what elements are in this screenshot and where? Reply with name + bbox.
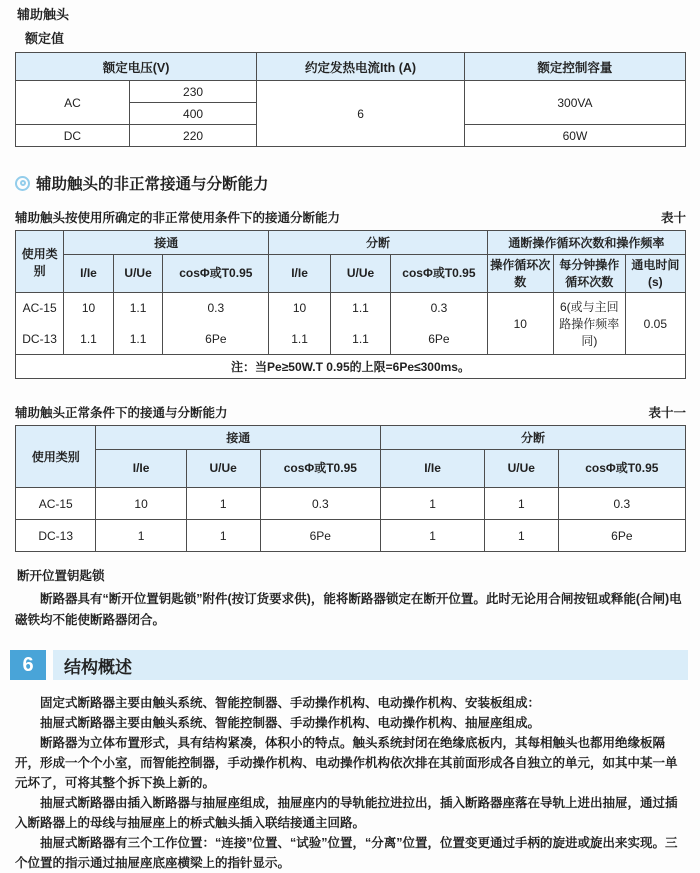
- cell-make-uue: 1: [186, 520, 260, 552]
- cell-break-iie: 1: [381, 520, 485, 552]
- cell-on-time: 0.05: [625, 293, 685, 355]
- col-group-break: 分断: [269, 231, 487, 255]
- cell-make-cos: 6Pe: [163, 324, 269, 355]
- col-header-uue: U/Ue: [484, 450, 558, 488]
- table-header-row: [16, 53, 686, 81]
- cell-ac-label: AC: [16, 81, 130, 125]
- cell-voltage-230: 230: [129, 81, 256, 103]
- col-header-control-capacity: 额定控制容量: [464, 53, 685, 81]
- col-header-iie: I/Ie: [64, 255, 114, 293]
- col-header-iie: I/Ie: [381, 450, 485, 488]
- cell-break-uue: 1: [484, 488, 558, 520]
- cell-op-cycles: 10: [487, 293, 553, 355]
- section6-title: 结构概述: [64, 657, 132, 677]
- structure-paragraph: 断路器为立体布置形式，具有结构紧凑，体积小的特点。触头系统封闭在绝缘底板内，其每相触头也都用绝缘板隔开，形成一个个小室，而智能控制器，手动操作机构、电动操作机构依次排在其前面形成各自独立的单元，如其中某一单元坏了，可将其整个拆下换上新的。: [15, 736, 678, 790]
- col-header-cos: cosΦ或T0.95: [558, 450, 685, 488]
- table11-caption-row: [15, 403, 686, 421]
- cell-make-cos: 6Pe: [260, 520, 381, 552]
- cell-capacity-dc: 60W: [464, 125, 685, 147]
- col-group-cycles: 通断操作循环次数和操作频率: [487, 231, 685, 255]
- cell-capacity-ac: 300VA: [464, 81, 685, 125]
- table-row-ac15: [16, 293, 686, 324]
- col-header-cycles-per-min: 每分钟操作循环次数: [553, 255, 625, 293]
- table-subheader-row: [16, 450, 686, 488]
- col-header-cos: cosΦ或T0.95: [391, 255, 487, 293]
- table11-caption: 辅助触头正常条件下的接通与分断能力: [15, 406, 228, 420]
- col-header-on-time: 通电时间(s): [625, 255, 685, 293]
- structure-paragraph: 抽屉式断路器由插入断路器与抽屉座组成，抽屉座内的导轨能拉进拉出，插入断路器座落在导轨上进出抽屉，通过插入断路器上的母线与抽屉座上的桥式触头插入联结接通主回路。: [15, 796, 678, 830]
- col-header-use-class: 使用类别: [16, 231, 64, 293]
- table10-number: 表十: [660, 211, 686, 225]
- subheading-rated-values: 额定值: [25, 31, 65, 46]
- cell-break-uue: 1.1: [330, 324, 390, 355]
- heading-open-position-keylock: 断开位置钥匙锁: [17, 569, 105, 583]
- section-title-band: [53, 650, 688, 680]
- cell-make-cos: 0.3: [260, 488, 381, 520]
- cell-use-class: AC-15: [16, 293, 64, 324]
- cell-break-cos: 0.3: [391, 293, 487, 324]
- cell-voltage-400: 400: [129, 103, 256, 125]
- table-subheader-row: [16, 255, 686, 293]
- col-group-break: 分断: [381, 426, 686, 450]
- col-header-use-class: 使用类别: [16, 426, 96, 488]
- cell-make-iie: 1.1: [64, 324, 114, 355]
- col-header-uue: U/Ue: [330, 255, 390, 293]
- cell-break-uue: 1.1: [330, 293, 390, 324]
- table-row-ac15: [16, 488, 686, 520]
- cell-break-cos: 6Pe: [391, 324, 487, 355]
- col-header-rated-voltage: 额定电压(V): [16, 53, 257, 81]
- section-header-abnormal-capacity: [15, 172, 686, 194]
- table-header-row: [16, 231, 686, 255]
- cell-break-cos: 0.3: [558, 488, 685, 520]
- cell-voltage-220: 220: [129, 125, 256, 147]
- cell-make-iie: 1: [96, 520, 186, 552]
- section-number-badge: 6: [10, 650, 46, 680]
- col-header-uue: U/Ue: [186, 450, 260, 488]
- cell-break-iie: 1: [381, 488, 485, 520]
- table-header-row: [16, 426, 686, 450]
- cell-make-iie: 10: [64, 293, 114, 324]
- table11-number: 表十一: [648, 406, 686, 420]
- cell-make-uue: 1.1: [113, 324, 163, 355]
- table-note: 注：当Pe≥50W.T 0.95的上限=6Pe≤300ms。: [16, 355, 686, 379]
- structure-paragraph: 抽屉式断路器主要由触头系统、智能控制器、手动操作机构、电动操作机构、抽屉座组成。: [40, 716, 541, 730]
- col-header-iie: I/Ie: [96, 450, 186, 488]
- table-row: [16, 81, 686, 103]
- col-header-iie: I/Ie: [269, 255, 331, 293]
- col-header-op-cycles: 操作循环次数: [487, 255, 553, 293]
- structure-paragraph: 抽屉式断路器有三个工作位置：“连接”位置、“试验”位置，“分离”位置，位置变更通过手柄的旋进或旋出来实现。三个位置的指示通过抽屉座底座横梁上的指针显示。: [15, 836, 678, 870]
- keylock-paragraph: 断路器具有“断开位置钥匙锁”附件(按订货要求供)，能将断路器锁定在断开位置。此时无论用合闸按钮或释能(合闸)电磁铁均不能使断路器闭合。: [15, 592, 682, 627]
- col-group-make: 接通: [64, 231, 269, 255]
- double-circle-icon: [15, 176, 30, 191]
- cell-make-uue: 1: [186, 488, 260, 520]
- cell-ith-value: 6: [257, 81, 465, 147]
- cell-make-cos: 0.3: [163, 293, 269, 324]
- table10-caption-row: [15, 208, 686, 226]
- table-note-row: [16, 355, 686, 379]
- cell-break-uue: 1: [484, 520, 558, 552]
- structure-paragraph: 固定式断路器主要由触头系统、智能控制器、手动操作机构、电动操作机构、安装板组成：: [40, 696, 541, 710]
- col-header-uue: U/Ue: [113, 255, 163, 293]
- cell-dc-label: DC: [16, 125, 130, 147]
- cell-break-iie: 1.1: [269, 324, 331, 355]
- section6-band: [10, 650, 688, 680]
- abnormal-capacity-table: [15, 230, 686, 379]
- col-header-cos: cosΦ或T0.95: [260, 450, 381, 488]
- heading-auxiliary-contacts: 辅助触头: [17, 7, 70, 22]
- cell-use-class: DC-13: [16, 520, 96, 552]
- structure-overview: [15, 693, 686, 873]
- col-group-make: 接通: [96, 426, 381, 450]
- normal-capacity-table: [15, 425, 686, 552]
- cell-break-cos: 6Pe: [558, 520, 685, 552]
- rated-values-table: [15, 52, 686, 147]
- cell-cycles-per-min: 6(或与主回路操作频率同): [553, 293, 625, 355]
- table-row-dc13: [16, 520, 686, 552]
- cell-break-iie: 10: [269, 293, 331, 324]
- cell-use-class: AC-15: [16, 488, 96, 520]
- section-title: 辅助触头的非正常接通与分断能力: [36, 176, 269, 193]
- cell-make-iie: 10: [96, 488, 186, 520]
- col-header-thermal-current: 约定发热电流Ith (A): [257, 53, 465, 81]
- cell-make-uue: 1.1: [113, 293, 163, 324]
- col-header-cos: cosΦ或T0.95: [163, 255, 269, 293]
- cell-use-class: DC-13: [16, 324, 64, 355]
- table10-caption: 辅助触头按使用所确定的非正常使用条件下的接通分断能力: [15, 211, 341, 225]
